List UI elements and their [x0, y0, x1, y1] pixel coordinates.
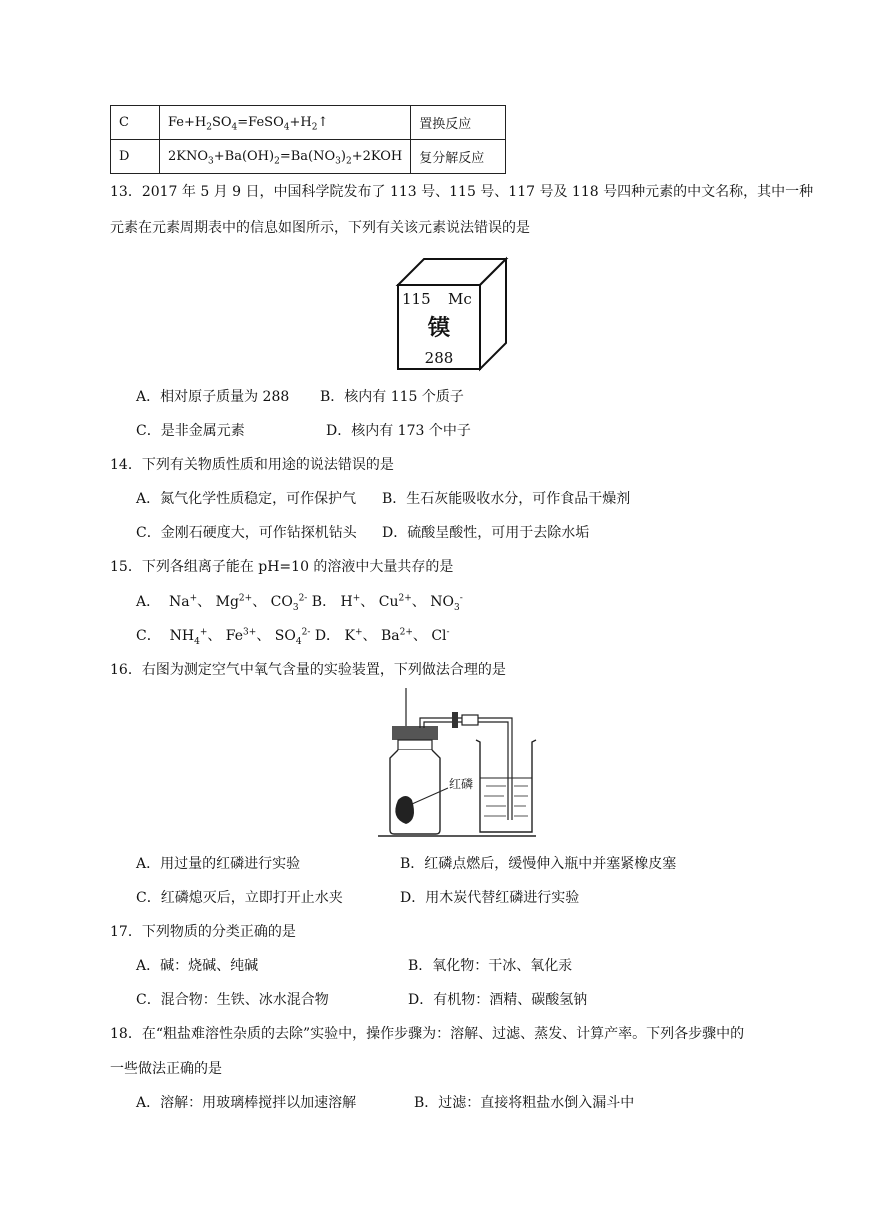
reaction-equation: $2KNO_3+Ba(OH)_2=Ba(NO_3)_2+2KOH$ — [160, 140, 411, 174]
q15-options-cd: C． $NH_4^+$、 $Fe^{3+}$、 $SO_4^{2-}$ D． K+、 $Ba^{2+}$、 Cl- — [136, 627, 450, 647]
q17-stem: 17．下列物质的分类正确的是 — [110, 924, 296, 940]
row-label: D — [111, 140, 160, 174]
q16-option-a: A．用过量的红磷进行实验 — [136, 856, 301, 872]
q18-stem-line2: 一些做法正确的是 — [110, 1061, 222, 1077]
table-row — [111, 140, 506, 174]
table-row — [111, 106, 506, 140]
row-label: C — [111, 106, 160, 140]
q14-option-c: C．金刚石硬度大，可作钻探机钻头 — [136, 525, 357, 541]
q15-stem: 15．下列各组离子能在 pH=10 的溶液中大量共存的是 — [110, 559, 454, 575]
q17-option-c: C．混合物：生铁、冰水混合物 — [136, 992, 329, 1008]
q13-stem-line1: 13．2017 年 5 月 9 日，中国科学院发布了 113 号、115 号、117 号及 118 号四种元素的中文名称，其中一种 — [110, 184, 814, 200]
reaction-table — [110, 105, 506, 174]
reaction-equation: $Fe+H_2SO_4=FeSO_4+H_2↑$ — [160, 106, 411, 140]
red-phosphorus-label: 红磷 — [449, 777, 474, 791]
q16-stem: 16．右图为测定空气中氧气含量的实验装置，下列做法合理的是 — [110, 662, 506, 678]
q16-option-d: D．用木炭代替红磷进行实验 — [400, 890, 580, 906]
q13-option-c: C．是非金属元素 — [136, 423, 245, 439]
q14-option-a: A．氮气化学性质稳定，可作保护气 — [136, 491, 357, 507]
q13-option-b: B．核内有 115 个质子 — [320, 389, 464, 405]
reaction-type: 复分解反应 — [411, 140, 506, 174]
element-mass: 288 — [424, 349, 454, 367]
q18-stem-line1: 18．在“粗盐难溶性杂质的去除”实验中，操作步骤为：溶解、过滤、蒸发、计算产率。下列各步骤中的 — [110, 1026, 745, 1042]
q17-option-d: D．有机物：酒精、碳酸氢钠 — [408, 992, 588, 1008]
q14-option-b: B．生石灰能吸收水分，可作食品干燥剂 — [382, 491, 631, 507]
q13-stem-line2: 元素在元素周期表中的信息如图所示，下列有关该元素说法错误的是 — [110, 220, 530, 236]
q14-stem: 14．下列有关物质性质和用途的说法错误的是 — [110, 457, 394, 473]
element-name: 镆 — [427, 316, 451, 341]
q18-option-b: B．过滤：直接将粗盐水倒入漏斗中 — [414, 1095, 635, 1111]
q17-option-b: B．氧化物：干冰、氧化汞 — [408, 958, 573, 974]
q18-option-a: A．溶解：用玻璃棒搅拌以加速溶解 — [136, 1095, 357, 1111]
q14-option-d: D．硫酸呈酸性，可用于去除水垢 — [382, 525, 590, 541]
q13-option-d: D．核内有 173 个中子 — [326, 423, 471, 439]
q13-option-a: A．相对原子质量为 288 — [136, 389, 290, 405]
oxygen-experiment-figure — [376, 688, 538, 838]
q16-option-b: B．红磷点燃后，缓慢伸入瓶中并塞紧橡皮塞 — [400, 856, 677, 872]
element-number: 115 — [402, 290, 431, 308]
element-cube-figure — [392, 255, 516, 373]
q17-option-a: A．碱：烧碱、纯碱 — [136, 958, 259, 974]
q15-options-ab: A． Na+、 $Mg^{2+}$、 $CO_3^{2-}$ B． H+、 $Cu^{2+}$、 $NO_3^-$ — [136, 593, 463, 613]
element-symbol: Mc — [448, 290, 472, 308]
reaction-type: 置换反应 — [411, 106, 506, 140]
q16-option-c: C．红磷熄灭后，立即打开止水夹 — [136, 890, 343, 906]
